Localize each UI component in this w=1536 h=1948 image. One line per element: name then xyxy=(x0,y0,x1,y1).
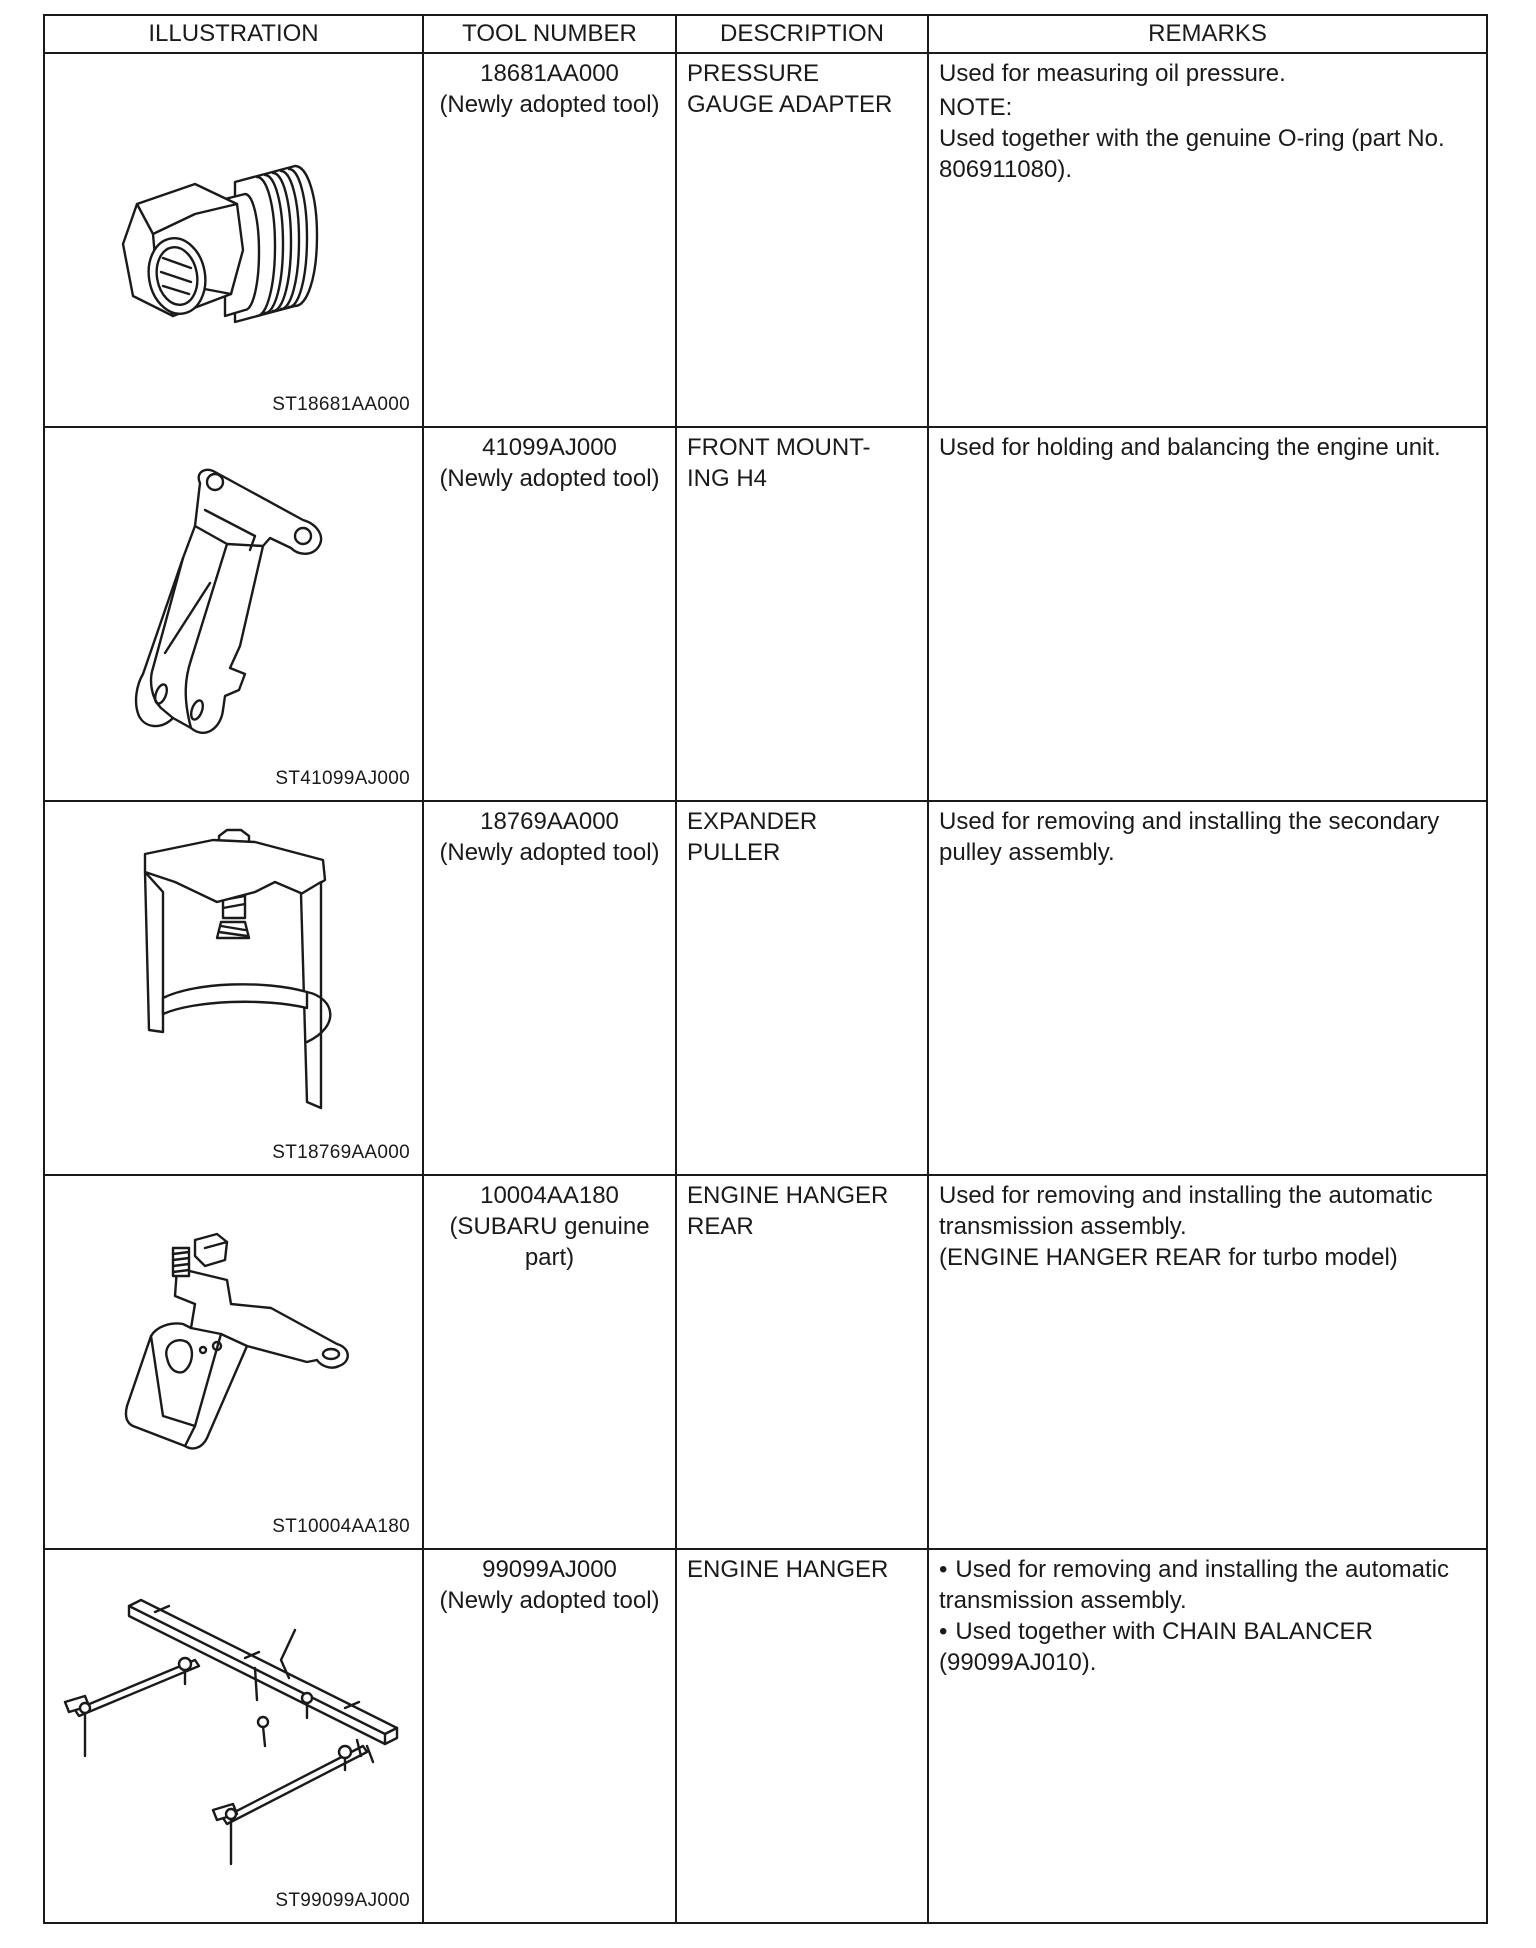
tool-number-cell xyxy=(423,427,676,801)
description-line: EXPANDER xyxy=(687,808,818,835)
tool-number: 18769AA000 xyxy=(480,808,619,835)
illustration-code: ST41099AJ000 xyxy=(275,768,410,789)
engine-hanger-rear-drawing xyxy=(45,1176,422,1544)
table-header-row xyxy=(44,15,1487,53)
engine-hanger-drawing xyxy=(45,1550,422,1918)
header-tool-number: TOOL NUMBER xyxy=(423,15,676,53)
illustration-code: ST18769AA000 xyxy=(272,1142,410,1163)
illustration-code: ST18681AA000 xyxy=(272,394,410,415)
illustration-code: ST99099AJ000 xyxy=(275,1890,410,1911)
remarks-cell xyxy=(928,801,1487,1175)
illustration-code: ST10004AA180 xyxy=(272,1516,410,1537)
description-cell xyxy=(676,53,928,427)
table-row xyxy=(44,1549,1487,1923)
description-line: PULLER xyxy=(687,839,781,866)
header-description: DESCRIPTION xyxy=(676,15,928,53)
tool-note: (Newly adopted tool) xyxy=(439,465,660,492)
description-cell xyxy=(676,1175,928,1549)
description-line: ENGINE HANGER xyxy=(687,1182,889,1209)
tool-note: part) xyxy=(524,1244,575,1271)
remark-line: Used for holding and balancing the engine unit. xyxy=(939,434,1441,461)
remark-bullet: • Used together with CHAIN BALANCER xyxy=(939,1616,1476,1647)
tool-number: 41099AJ000 xyxy=(482,434,617,461)
header-remarks: REMARKS xyxy=(928,15,1487,53)
special-tools-table xyxy=(43,14,1488,1924)
tool-number: 18681AA000 xyxy=(480,60,619,87)
tool-number-cell xyxy=(423,801,676,1175)
tool-number-cell xyxy=(423,1175,676,1549)
remark-line: Used for removing and installing the secondary xyxy=(939,808,1440,835)
remark-line: transmission assembly. xyxy=(939,1587,1187,1614)
description-line: GAUGE ADAPTER xyxy=(687,91,893,118)
remarks-cell xyxy=(928,427,1487,801)
remark-line: Used for measuring oil pressure. xyxy=(939,60,1286,87)
description-line: PRESSURE xyxy=(687,60,820,87)
illustration-cell xyxy=(44,801,423,1175)
remark-line: (ENGINE HANGER REAR for turbo model) xyxy=(939,1244,1398,1271)
tool-number: 10004AA180 xyxy=(480,1182,619,1209)
remark-line: transmission assembly. xyxy=(939,1213,1187,1240)
remark-line: Used together with the genuine O-ring (part No. xyxy=(939,125,1445,152)
pressure-gauge-adapter-drawing xyxy=(45,54,422,422)
tool-number: 99099AJ000 xyxy=(482,1556,617,1583)
illustration-cell xyxy=(44,1175,423,1549)
remarks-cell xyxy=(928,1549,1487,1923)
remark-line: (99099AJ010). xyxy=(939,1649,1097,1676)
description-cell xyxy=(676,801,928,1175)
remarks-cell xyxy=(928,53,1487,427)
description-cell xyxy=(676,1549,928,1923)
description-line: ENGINE HANGER xyxy=(687,1556,889,1583)
tool-number-cell xyxy=(423,53,676,427)
expander-puller-drawing xyxy=(45,802,422,1170)
tool-note: (Newly adopted tool) xyxy=(439,1587,660,1614)
description-line: FRONT MOUNT- xyxy=(687,434,871,461)
table-row xyxy=(44,1175,1487,1549)
remark-line: pulley assembly. xyxy=(939,839,1115,866)
tool-note: (Newly adopted tool) xyxy=(439,839,660,866)
remark-bullet: • Used for removing and installing the automatic xyxy=(939,1554,1476,1585)
description-line: ING H4 xyxy=(687,465,768,492)
illustration-cell xyxy=(44,427,423,801)
description-line: REAR xyxy=(687,1213,754,1240)
remark-line: 806911080). xyxy=(939,156,1073,183)
tool-note: (SUBARU genuine xyxy=(449,1213,650,1240)
table-row xyxy=(44,53,1487,427)
table-row xyxy=(44,801,1487,1175)
note-label: NOTE: xyxy=(939,94,1013,121)
remark-line: Used for removing and installing the automatic xyxy=(939,1182,1433,1209)
header-illustration: ILLUSTRATION xyxy=(44,15,423,53)
illustration-cell xyxy=(44,53,423,427)
illustration-cell xyxy=(44,1549,423,1923)
tool-note: (Newly adopted tool) xyxy=(439,91,660,118)
description-cell xyxy=(676,427,928,801)
table-row xyxy=(44,427,1487,801)
front-mounting-bracket-drawing xyxy=(45,428,422,796)
tool-number-cell xyxy=(423,1549,676,1923)
remarks-cell xyxy=(928,1175,1487,1549)
